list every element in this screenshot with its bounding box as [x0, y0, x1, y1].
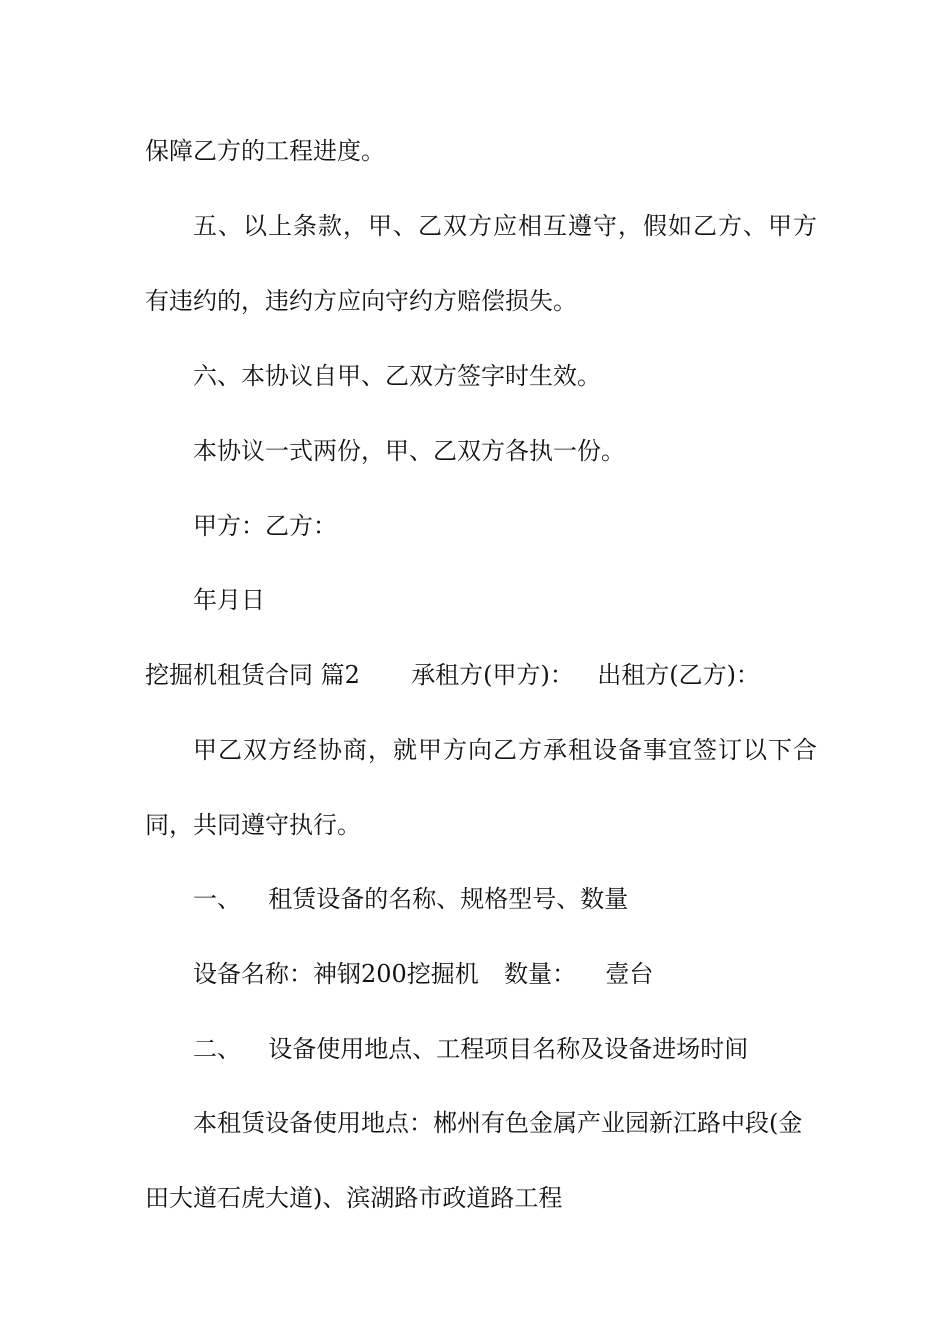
clause-six: 六、本协议自甲、乙双方签字时生效。 [193, 362, 601, 390]
equipment-qty-label: 数量： [504, 960, 577, 988]
signature-parties: 甲方：乙方： [193, 512, 337, 540]
location-line-2: 田大道石虎大道)、滨湖路市政道路工程 [145, 1184, 563, 1212]
intro-line-1: 甲乙双方经协商，就甲方向乙方承租设备事宜签订以下合 [193, 736, 818, 764]
section-one-number: 一、 [193, 885, 241, 913]
contract-title: 挖掘机租赁合同 篇2 [145, 661, 360, 689]
equipment-line [193, 959, 653, 989]
section-one-title: 租赁设备的名称、规格型号、数量 [268, 885, 629, 913]
clause-five-line-1: 五、以上条款，甲、乙双方应相互遵守，假如乙方、甲方 [193, 212, 818, 240]
section-two-title: 设备使用地点、工程项目名称及设备进场时间 [268, 1035, 749, 1063]
date-line: 年月日 [193, 586, 265, 614]
contract-heading [145, 660, 760, 690]
lessee-label: 承租方(甲方)： [411, 661, 574, 689]
paragraph-line-1: 保障乙方的工程进度。 [145, 137, 385, 165]
lessor-label: 出租方(乙方)： [597, 661, 760, 689]
location-line-1: 本租赁设备使用地点：郴州有色金属产业园新江路中段(金 [193, 1109, 803, 1137]
section-two-number: 二、 [193, 1035, 241, 1063]
clause-five-line-2: 有违约的，违约方应向守约方赔偿损失。 [145, 287, 577, 315]
section-one-heading [193, 884, 628, 914]
equipment-name: 设备名称：神钢200挖掘机 [193, 960, 479, 988]
section-two-heading [193, 1034, 748, 1064]
intro-line-2: 同，共同遵守执行。 [145, 811, 361, 839]
equipment-qty-value: 壹台 [605, 960, 654, 988]
copies-statement: 本协议一式两份，甲、乙双方各执一份。 [193, 437, 625, 465]
